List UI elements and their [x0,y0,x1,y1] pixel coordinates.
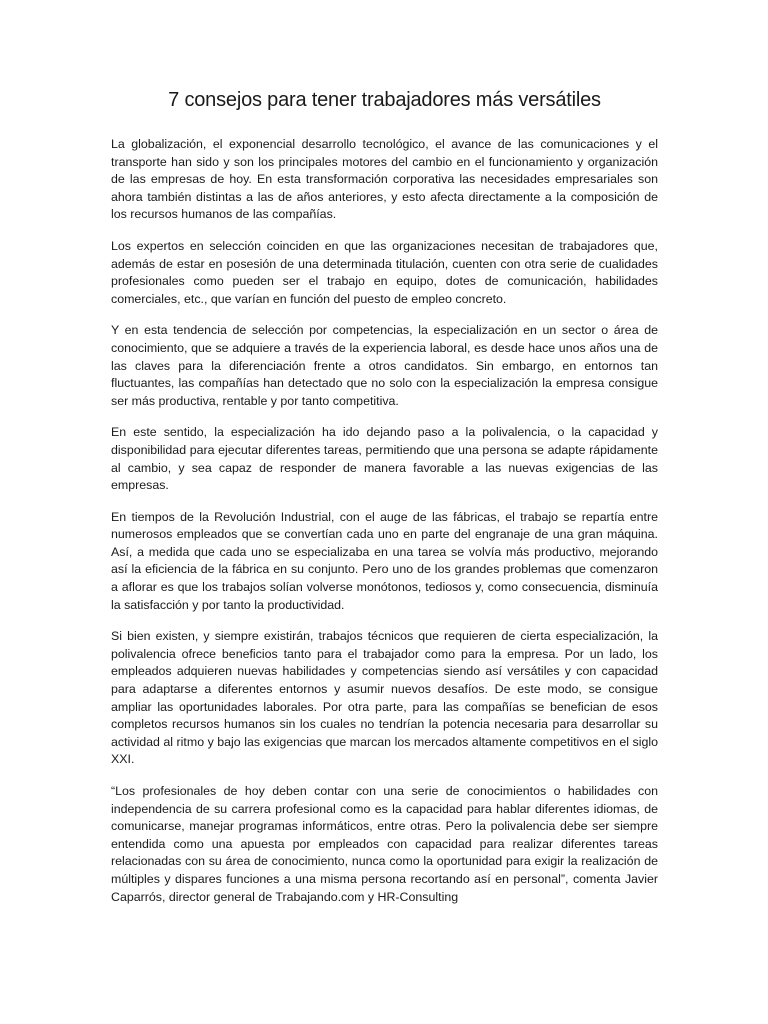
paragraph: Y en esta tendencia de selección por competencias, la especialización en un sector o área de conocimiento, que se adquiere a través de la experiencia laboral, es desde hace unos años una de las claves para la diferenciación frente a otros candidatos. Sin embargo, en entornos tan fluctuantes, las compañías han detectado que no solo con la especialización la empresa consigue ser más productiva, rentable y por tanto competitiva. [111,323,658,408]
paragraph: En tiempos de la Revolución Industrial, con el auge de las fábricas, el trabajo se repartía entre numerosos empleados que se convertían cada uno en parte del engranaje de una gran máquina. Así, a medida que cada uno se especializaba en una tarea se volvía más productivo, mejorando así la eficiencia de la fábrica en su conjunto. Pero uno de los grandes problemas que comenzaron a aflorar es que los trabajos solían volverse monótonos, tediosos y, como consecuencia, disminuía la satisfacción y por tanto la productividad. [111,509,658,612]
paragraph: La globalización, el exponencial desarrollo tecnológico, el avance de las comunicaciones y el transporte han sido y son los principales motores del cambio en el funcionamiento y organización de las empresas de hoy. En esta transformación corporativa las necesidades empresariales son ahora también distintas a las de años anteriores, y esto afecta directamente a la composición de los recursos humanos de las compañías. [111,137,658,222]
paragraph: Los expertos en selección coinciden en que las organizaciones necesitan de trabajadores que, además de estar en posesión de una determinada titulación, cuenten con otra serie de cualidades profesionales como pueden ser el trabajo en equipo, dotes de comunicación, habilidades comerciales, etc., que varían en función del puesto de empleo concreto. [111,238,658,306]
paragraph: Si bien existen, y siempre existirán, trabajos técnicos que requieren de cierta especialización, la polivalencia ofrece beneficios tanto para el trabajador como para la empresa. Por un lado, los empleados adquieren nuevas habilidades y competencias siendo así versátiles y con capacidad para adaptarse a diferentes entornos y asumir nuevos desafíos. De este modo, se consigue ampliar las oportunidades laborales. Por otra parte, para las compañías se benefician de esos completos recursos humanos sin los cuales no tendrían la potencia necesaria para desarrollar su actividad al ritmo y bajo las exigencias que marcan los mercados altamente competitivos en el siglo XXI. [111,629,658,767]
document-title: 7 consejos para tener trabajadores más versátiles [168,89,601,111]
paragraph: En este sentido, la especialización ha ido dejando paso a la polivalencia, o la capacidad y disponibilidad para ejecutar diferentes tareas, permitiendo que una persona se adapte rápidamente al cambio, y sea capaz de responder de manera favorable a las nuevas exigencias de las empresas. [111,425,658,493]
paragraph: “Los profesionales de hoy deben contar con una serie de conocimientos o habilidades con independencia de su carrera profesional como es la capacidad para hablar diferentes idiomas, de comunicarse, manejar programas informáticos, entre otras. Pero la polivalencia debe ser siempre entendida como una apuesta por empleados con capacidad para realizar diferentes tareas relacionadas con su área de conocimiento, nunca como la oportunidad para exigir la realización de múltiples y dispares funciones a una misma persona recortando así en personal”, comenta Javier Caparrós, director general de Trabajando.com y HR-Consulting [111,784,658,904]
